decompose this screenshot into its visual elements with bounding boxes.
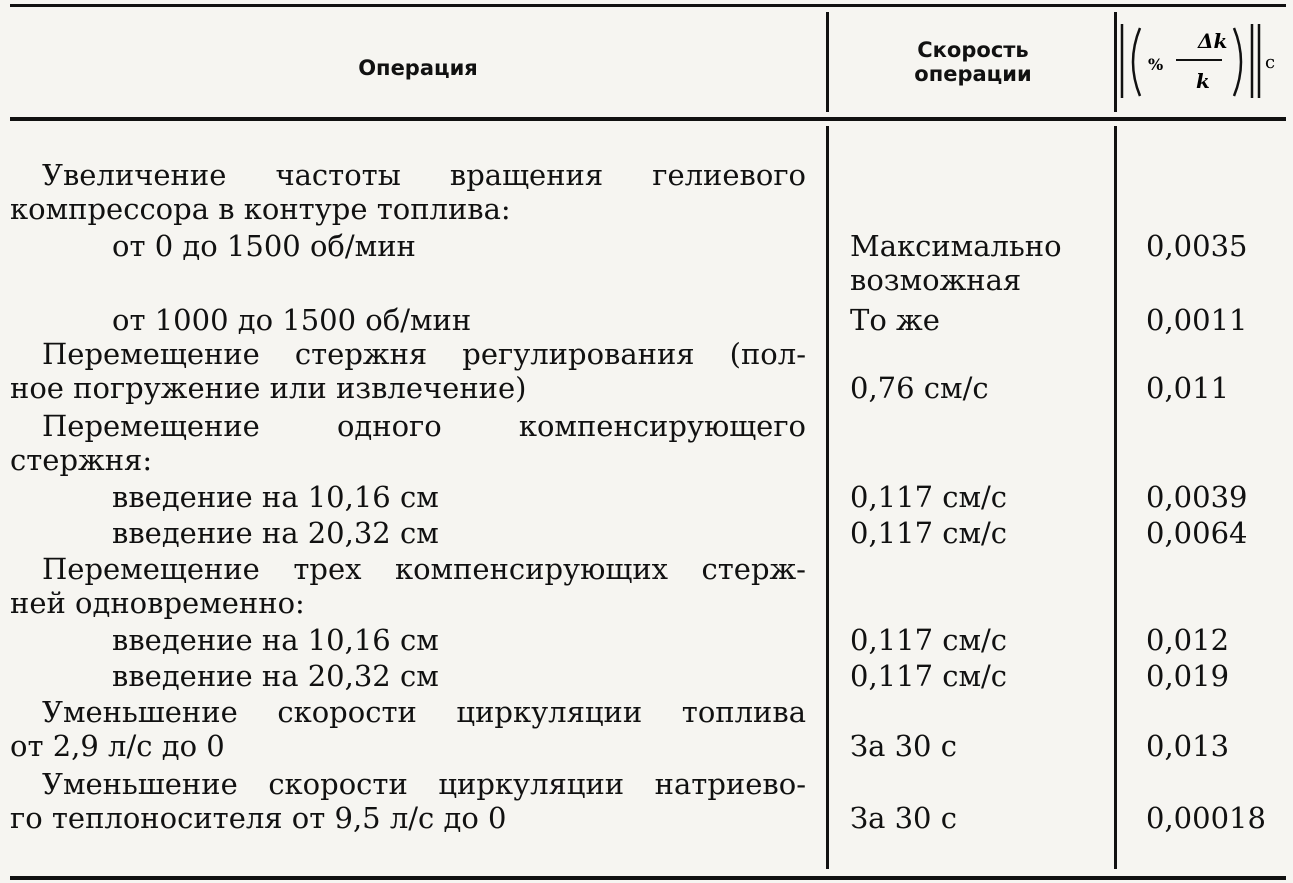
- header-effect-formula: [1118, 22, 1288, 102]
- header-speed-line1: Скорость: [917, 38, 1029, 62]
- op-cell-line1: Перемещение стержня регулирования (пол-: [42, 337, 806, 371]
- column-divider: [826, 12, 829, 112]
- header-operation: Операция: [358, 56, 478, 80]
- op-cell-line1: Уменьшение скорости циркуляции топлива: [42, 695, 806, 729]
- header-speed: [832, 38, 1114, 86]
- op-cell: от 1000 до 1500 об/мин: [112, 303, 472, 337]
- header-rule: [10, 117, 1286, 121]
- value-cell: 0,00018: [1146, 801, 1266, 835]
- paren-right: [1234, 28, 1241, 96]
- effect-numerator: Δk: [1198, 29, 1228, 53]
- value-cell: 0,0011: [1146, 303, 1248, 337]
- op-cell-line2: ное погружение или извлечение): [10, 371, 527, 405]
- speed-cell-line2: возможная: [850, 263, 1022, 297]
- op-cell: введение на 10,16 см: [112, 480, 439, 514]
- op-cell-line2: го теплоносителя от 9,5 л/с до 0: [10, 801, 507, 835]
- speed-cell: 0,117 см/с: [850, 480, 1008, 514]
- op-cell-line1: Перемещение трех компенсирующих стерж-: [42, 552, 806, 586]
- speed-cell: 0,117 см/с: [850, 623, 1008, 657]
- speed-cell: То же: [850, 303, 940, 337]
- speed-cell: 0,76 см/с: [850, 371, 989, 405]
- value-cell: 0,0064: [1146, 516, 1248, 550]
- value-cell: 0,013: [1146, 729, 1230, 763]
- column-divider: [1114, 126, 1117, 869]
- op-cell-line2: от 2,9 л/с до 0: [10, 729, 225, 763]
- speed-cell: За 30 с: [850, 729, 957, 763]
- table-bottom-rule: [10, 876, 1286, 880]
- op-cell-line1: Увеличение частоты вращения гелиевого: [42, 158, 806, 192]
- value-cell: 0,011: [1146, 371, 1230, 405]
- op-cell-line2: стержня:: [10, 443, 153, 477]
- op-cell: введение на 20,32 см: [112, 659, 439, 693]
- op-cell: введение на 10,16 см: [112, 623, 439, 657]
- column-divider: [1114, 12, 1117, 112]
- effect-percent-sign: %: [1148, 55, 1164, 74]
- paren-left: [1133, 28, 1140, 96]
- op-cell-line2: ней одновременно:: [10, 586, 305, 620]
- effect-suffix: c: [1265, 52, 1276, 73]
- op-cell: от 0 до 1500 об/мин: [112, 229, 416, 263]
- op-cell: введение на 20,32 см: [112, 516, 439, 550]
- effect-denominator: k: [1196, 69, 1210, 93]
- header-speed-line2: операции: [914, 62, 1032, 86]
- value-cell: 0,0039: [1146, 480, 1248, 514]
- value-cell: 0,012: [1146, 623, 1230, 657]
- speed-cell: За 30 с: [850, 801, 957, 835]
- op-cell-line1: Перемещение одного компенсирующего: [42, 409, 806, 443]
- table-top-rule: [10, 4, 1286, 7]
- value-cell: 0,019: [1146, 659, 1230, 693]
- op-cell-line2: компрессора в контуре топлива:: [10, 192, 511, 226]
- column-divider: [826, 126, 829, 869]
- op-cell-line1: Уменьшение скорости циркуляции натриево-: [42, 767, 806, 801]
- value-cell: 0,0035: [1146, 229, 1248, 263]
- speed-cell: 0,117 см/с: [850, 659, 1008, 693]
- speed-cell: 0,117 см/с: [850, 516, 1008, 550]
- speed-cell-line1: Максимально: [850, 229, 1062, 263]
